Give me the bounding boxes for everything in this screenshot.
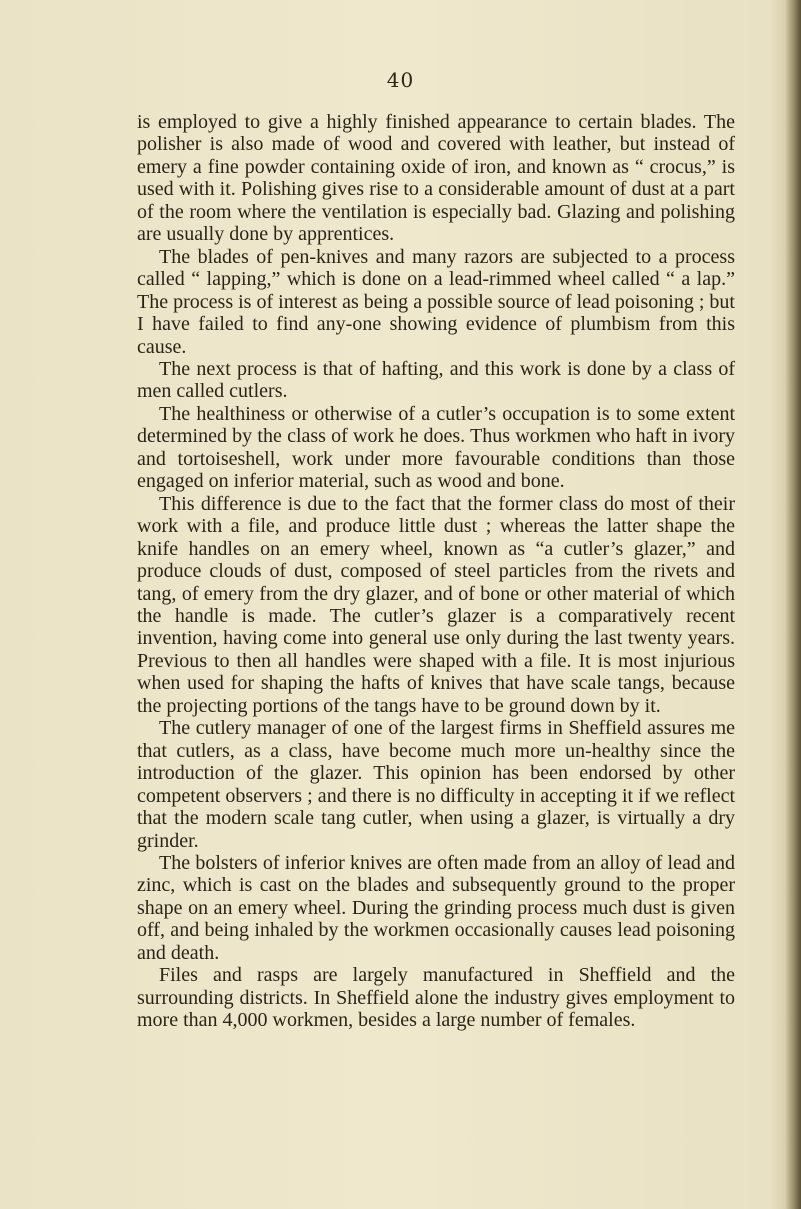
paragraph-hafting: The next process is that of hafting, and this work is done by a class of men called cutlers. <box>137 357 735 403</box>
paragraph-lapping: The blades of pen-knives and many razors are subjected to a process called “ lapping,” which is done on a lead-rimmed wheel called “ a lap.” The process is of interest as being a possible source of lead poisoning ; but I have failed to find any-one showing evidence of plumbism from this cause. <box>137 245 735 358</box>
paragraph-polishing: is employed to give a highly finished appearance to certain blades. The polisher is also made of wood and covered with leather, but instead of emery a fine powder containing oxide of iron, and known as “ crocus,” is used with it. Polishing gives rise to a considerable amount of dust at a part of the room where the ventilation is especially bad. Glazing and polishing are usually done by apprentices. <box>137 111 735 246</box>
paragraph-files-rasps: Files and rasps are largely manufactured in Sheffield and the surrounding districts. In Sheffield alone the industry gives employment to more than 4,000 workmen, besides a large number of females. <box>137 964 735 1032</box>
page-number: 40 <box>386 68 415 92</box>
paragraph-cutlery-manager: The cutlery manager of one of the largest firms in Sheffield assures me that cutlers, as a class, have become much more un-healthy since the introduction of the glazer. This opinion has been endorsed by other competent observers ; and there is no difficulty in accepting it if we reflect that the modern scale tang cutler, when using a glazer, is virtually a dry grinder. <box>137 717 735 852</box>
paragraph-healthiness: The healthiness or otherwise of a cutler’s occupation is to some extent determined by the class of work he does. Thus workmen who haft in ivory and tortoiseshell, work under more favourable conditions than those engaged on inferior material, such as wood and bone. <box>137 402 735 493</box>
page-edge-shadow <box>785 0 801 1209</box>
paragraph-bolsters: The bolsters of inferior knives are often made from an alloy of lead and zinc, which is cast on the blades and subsequently ground to the proper shape on an emery wheel. During the grinding process much dust is given off, and being inhaled by the workmen occasionally causes lead poisoning and death. <box>137 851 735 964</box>
paragraph-difference: This difference is due to the fact that the former class do most of their work with a file, and produce little dust ; whereas the latter shape the knife handles on an emery wheel, known as “a cutler’s glazer,” and produce clouds of dust, composed of steel particles from the rivets and tang, of emery from the dry glazer, and of bone or other material of which the handle is made. The cutler’s glazer is a comparatively recent invention, having come into general use only during the last twenty years. Previous to then all handles were shaped with a file. It is most injurious when used for shaping the hafts of knives that have scale tangs, because the projecting portions of the tangs have to be ground down by it. <box>137 492 735 717</box>
body-text <box>137 111 735 1032</box>
